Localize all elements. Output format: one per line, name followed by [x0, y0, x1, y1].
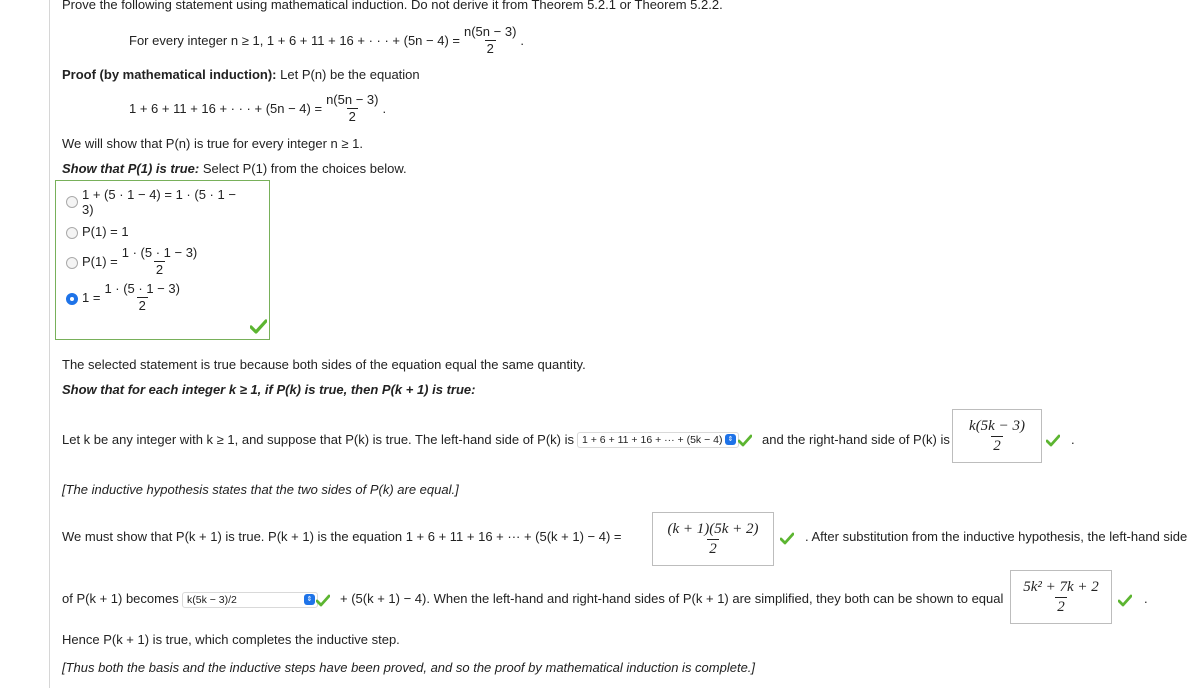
- of-becomes-text: of P(k + 1) becomes: [62, 591, 179, 606]
- plus-text: + (5(k + 1) − 4). When the left-hand and right-hand sides of P(k + 1) are simplified, they both can be shown to equal: [340, 591, 1004, 606]
- choice-1-line2: 3): [82, 202, 94, 217]
- pn-equation: [129, 92, 386, 125]
- kp1-fraction: [665, 520, 760, 559]
- instruction-text: Prove the following statement using mathematical induction. Do not derive it from Theorem 5.2.1 or Theorem 5.2.2.: [62, 0, 723, 12]
- show-every-text: We will show that P(n) is true for every integer n ≥ 1.: [62, 136, 363, 151]
- hypothesis-text: [The inductive hypothesis states that the two sides of P(k) are equal.]: [62, 482, 459, 497]
- choice-3-numerator: 1 · (5 · 1 − 3): [121, 245, 198, 260]
- basis-check-icon: [250, 319, 267, 334]
- substitution-select-value: k(5k − 3)/2: [187, 594, 237, 606]
- statement-period: .: [520, 33, 525, 48]
- basis-heading-line: [62, 161, 407, 176]
- after-sub-text: . After substitution from the inductive hypothesis, the left-hand side: [805, 529, 1188, 544]
- rhs-check-icon: [1046, 434, 1060, 448]
- rhs-numerator: k(5k − 3): [969, 417, 1025, 434]
- choice-1-label[interactable]: [82, 187, 236, 217]
- kp1-check-icon: [780, 532, 794, 546]
- rhs-text: and the right-hand side of P(k) is: [762, 432, 950, 447]
- must-show-text: We must show that P(k + 1) is true. P(k + 1) is the equation 1 + 6 + 11 + 16 + ··· + (5(k + 1) − 4) =: [62, 529, 622, 544]
- final-answer-box[interactable]: [1010, 570, 1112, 624]
- inductive-heading: Show that for each integer k ≥ 1, if P(k) is true, then P(k + 1) is true:: [62, 382, 476, 397]
- choice-4-numerator: 1 · (5 · 1 − 3): [104, 281, 180, 296]
- let-text: Let k be any integer with k ≥ 1, and suppose that P(k) is true. The left-hand side of P(k) is: [62, 432, 574, 447]
- proof-intro: [62, 67, 420, 82]
- final-period: .: [1144, 591, 1148, 606]
- basis-instruction: Select P(1) from the choices below.: [202, 161, 407, 176]
- rhs-period: .: [1071, 432, 1075, 447]
- substitution-check-icon: [316, 594, 330, 608]
- pn-fraction: [324, 92, 380, 125]
- choice-2-radio[interactable]: [66, 227, 78, 239]
- select-arrows-icon: ⇕: [304, 594, 315, 605]
- basis-conclusion: The selected statement is true because both sides of the equation equal the same quantity.: [62, 357, 586, 372]
- choice-4-fraction: [102, 281, 182, 314]
- kp1-denominator: 2: [709, 540, 717, 557]
- choice-2-label[interactable]: P(1) = 1: [82, 224, 129, 239]
- statement-numerator: n(5n − 3): [464, 24, 517, 39]
- hence-text: Hence P(k + 1) is true, which completes the inductive step.: [62, 632, 400, 647]
- left-divider: [49, 0, 50, 688]
- basis-heading: Show that P(1) is true:: [62, 161, 200, 176]
- pn-period: .: [382, 101, 387, 116]
- proof-label: Proof (by mathematical induction):: [62, 67, 277, 82]
- lhs-select-value: 1 + 6 + 11 + 16 + ··· + (5k − 4): [582, 434, 723, 446]
- kp1-answer-box[interactable]: [652, 512, 774, 566]
- statement-denominator: 2: [486, 41, 494, 56]
- final-check-icon: [1118, 594, 1132, 608]
- select-arrows-icon: ⇕: [725, 434, 736, 445]
- choice-4-denominator: 2: [138, 298, 146, 313]
- choice-4-lhs: 1 =: [82, 290, 101, 305]
- choice-3-lhs: P(1) =: [82, 254, 118, 269]
- rhs-denominator: 2: [993, 437, 1001, 454]
- thus-text: [Thus both the basis and the inductive steps have been proved, and so the proof by mathematical induction is complete.]: [62, 660, 756, 675]
- choice-1-radio[interactable]: [66, 196, 78, 208]
- choice-4-label[interactable]: [82, 281, 184, 314]
- choice-3-label[interactable]: [82, 245, 201, 278]
- lhs-check-icon: [738, 434, 752, 448]
- lhs-select[interactable]: [577, 432, 739, 448]
- pn-lhs: 1 + 6 + 11 + 16 + · · · + (5n − 4) =: [129, 101, 323, 116]
- proof-intro-text: Let P(n) be the equation: [280, 67, 420, 82]
- final-numerator: 5k² + 7k + 2: [1023, 578, 1099, 595]
- theorem-statement: [129, 24, 524, 57]
- choice-3-fraction: [120, 245, 200, 278]
- choice-3-denominator: 2: [155, 262, 164, 277]
- statement-fraction: [462, 24, 518, 57]
- pn-denominator: 2: [348, 109, 356, 124]
- pn-numerator: n(5n − 3): [326, 92, 379, 107]
- choice-1-line1: 1 + (5 · 1 − 4) = 1 · (5 · 1 −: [82, 187, 236, 202]
- final-fraction: [1021, 578, 1101, 617]
- substitution-select[interactable]: [182, 592, 318, 608]
- rhs-fraction: [967, 417, 1027, 456]
- final-denominator: 2: [1057, 598, 1065, 615]
- choice-3-radio[interactable]: [66, 257, 78, 269]
- kp1-numerator: (k + 1)(5k + 2): [667, 520, 759, 537]
- choice-4-radio-selected[interactable]: [66, 293, 78, 305]
- statement-prefix: For every integer n ≥ 1, 1 + 6 + 11 + 16 + · · · + (5n − 4) =: [129, 33, 460, 48]
- rhs-answer-box[interactable]: [952, 409, 1042, 463]
